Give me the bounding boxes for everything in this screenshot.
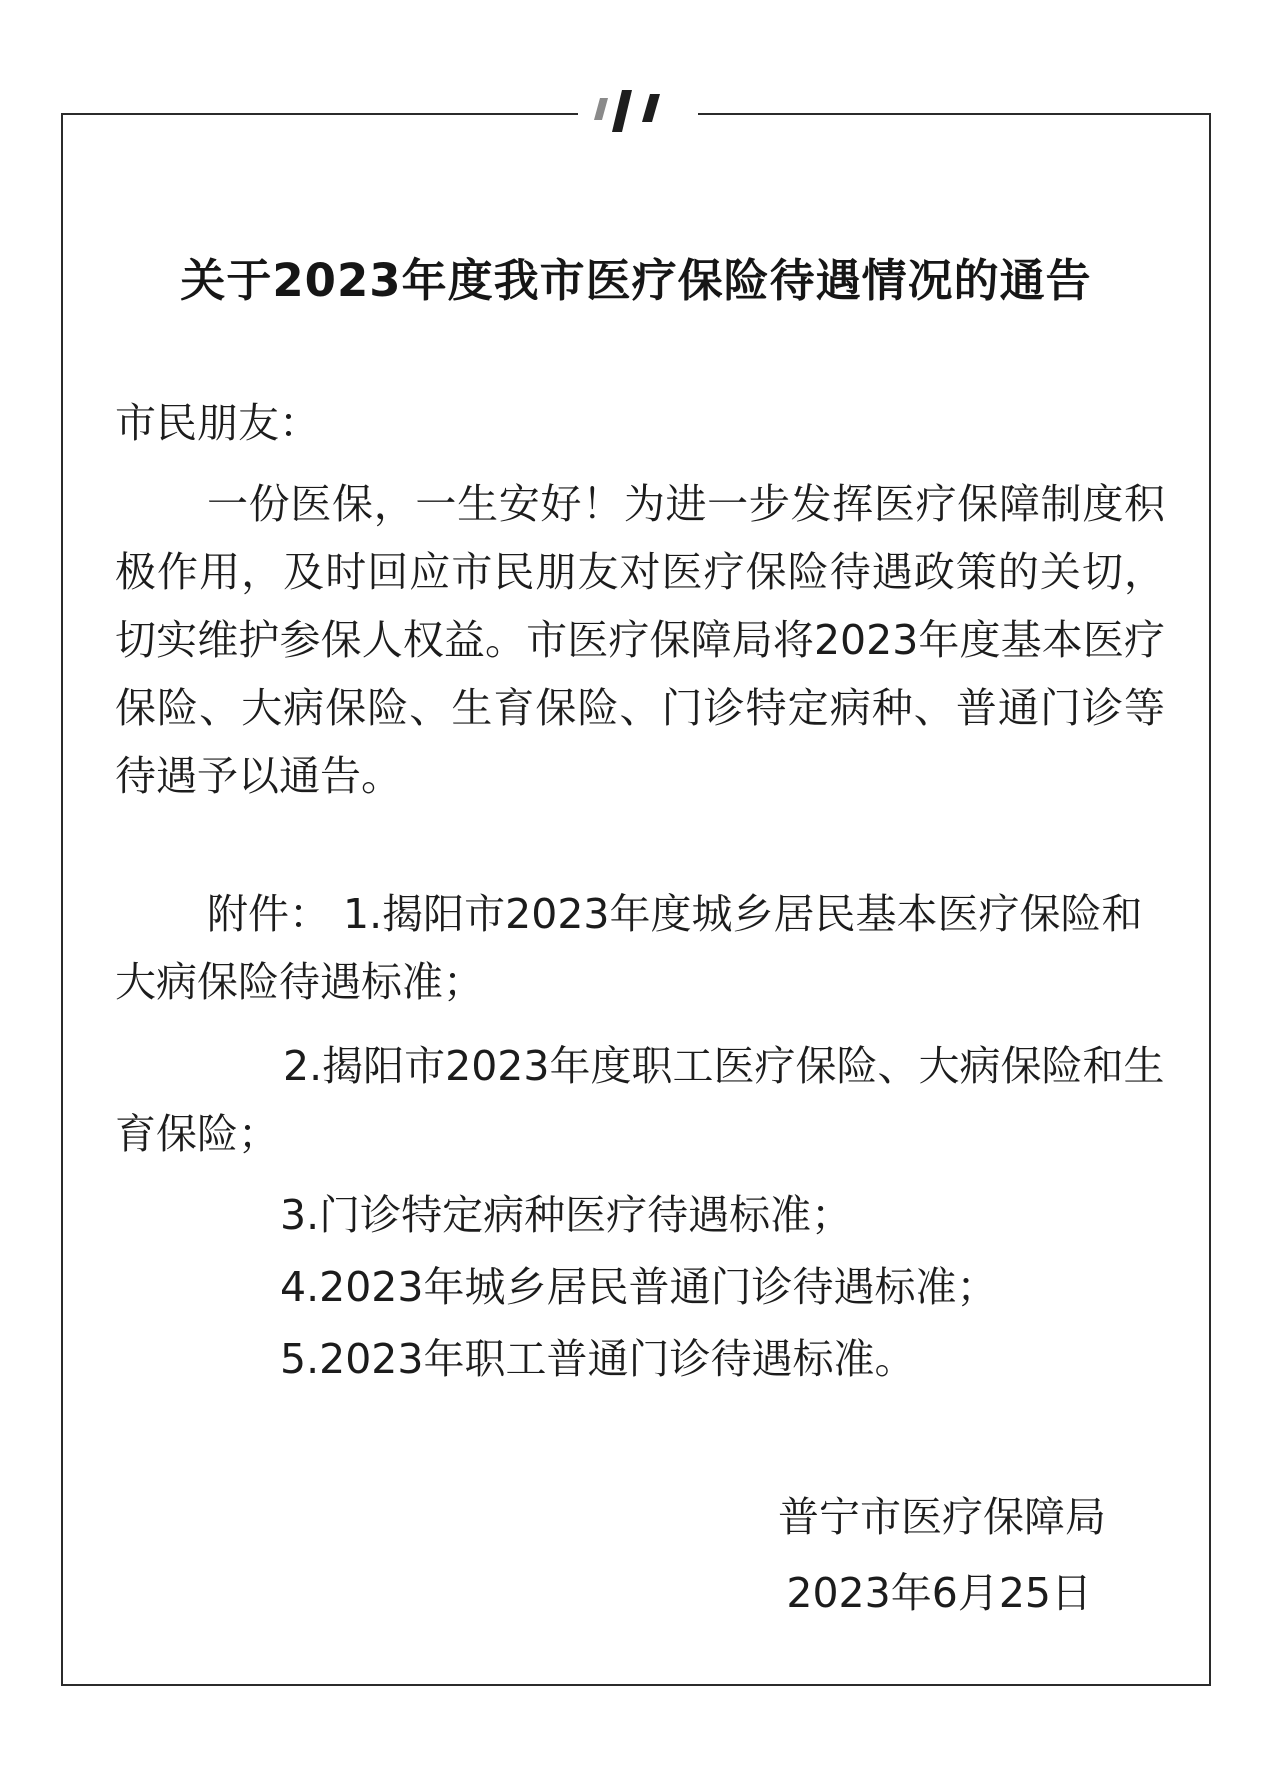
attachment-item-3: 3.门诊特定病种医疗待遇标准； bbox=[280, 1191, 853, 1239]
issuer-name: 普宁市医疗保障局 bbox=[778, 1493, 1106, 1541]
notice-body: 一份医保，一生安好！为进一步发挥医疗保障制度积极作用，及时回应市民朋友对医疗保险待遇政策的关切，切实维护参保人权益。市医疗保障局将2023年度基本医疗保险、大病保险、生育保险、门诊特定病种、普通门诊等待遇予以通告。 bbox=[115, 480, 1165, 800]
slash-marks-icon bbox=[578, 80, 698, 146]
attachment-item-1: 附件： 1.揭阳市2023年度城乡居民基本医疗保险和大病保险待遇标准； bbox=[115, 890, 1143, 1006]
notice-title: 关于2023年度我市医疗保险待遇情况的通告 bbox=[180, 254, 1092, 307]
attachment-item-5: 5.2023年职工普通门诊待遇标准。 bbox=[280, 1335, 916, 1383]
issue-date: 2023年6月25日 bbox=[786, 1569, 1092, 1617]
attachment-item-4: 4.2023年城乡居民普通门诊待遇标准； bbox=[280, 1263, 998, 1311]
attachment-item-2: 2.揭阳市2023年度职工医疗保险、大病保险和生育保险； bbox=[115, 1042, 1165, 1158]
salutation: 市民朋友： bbox=[115, 399, 320, 447]
